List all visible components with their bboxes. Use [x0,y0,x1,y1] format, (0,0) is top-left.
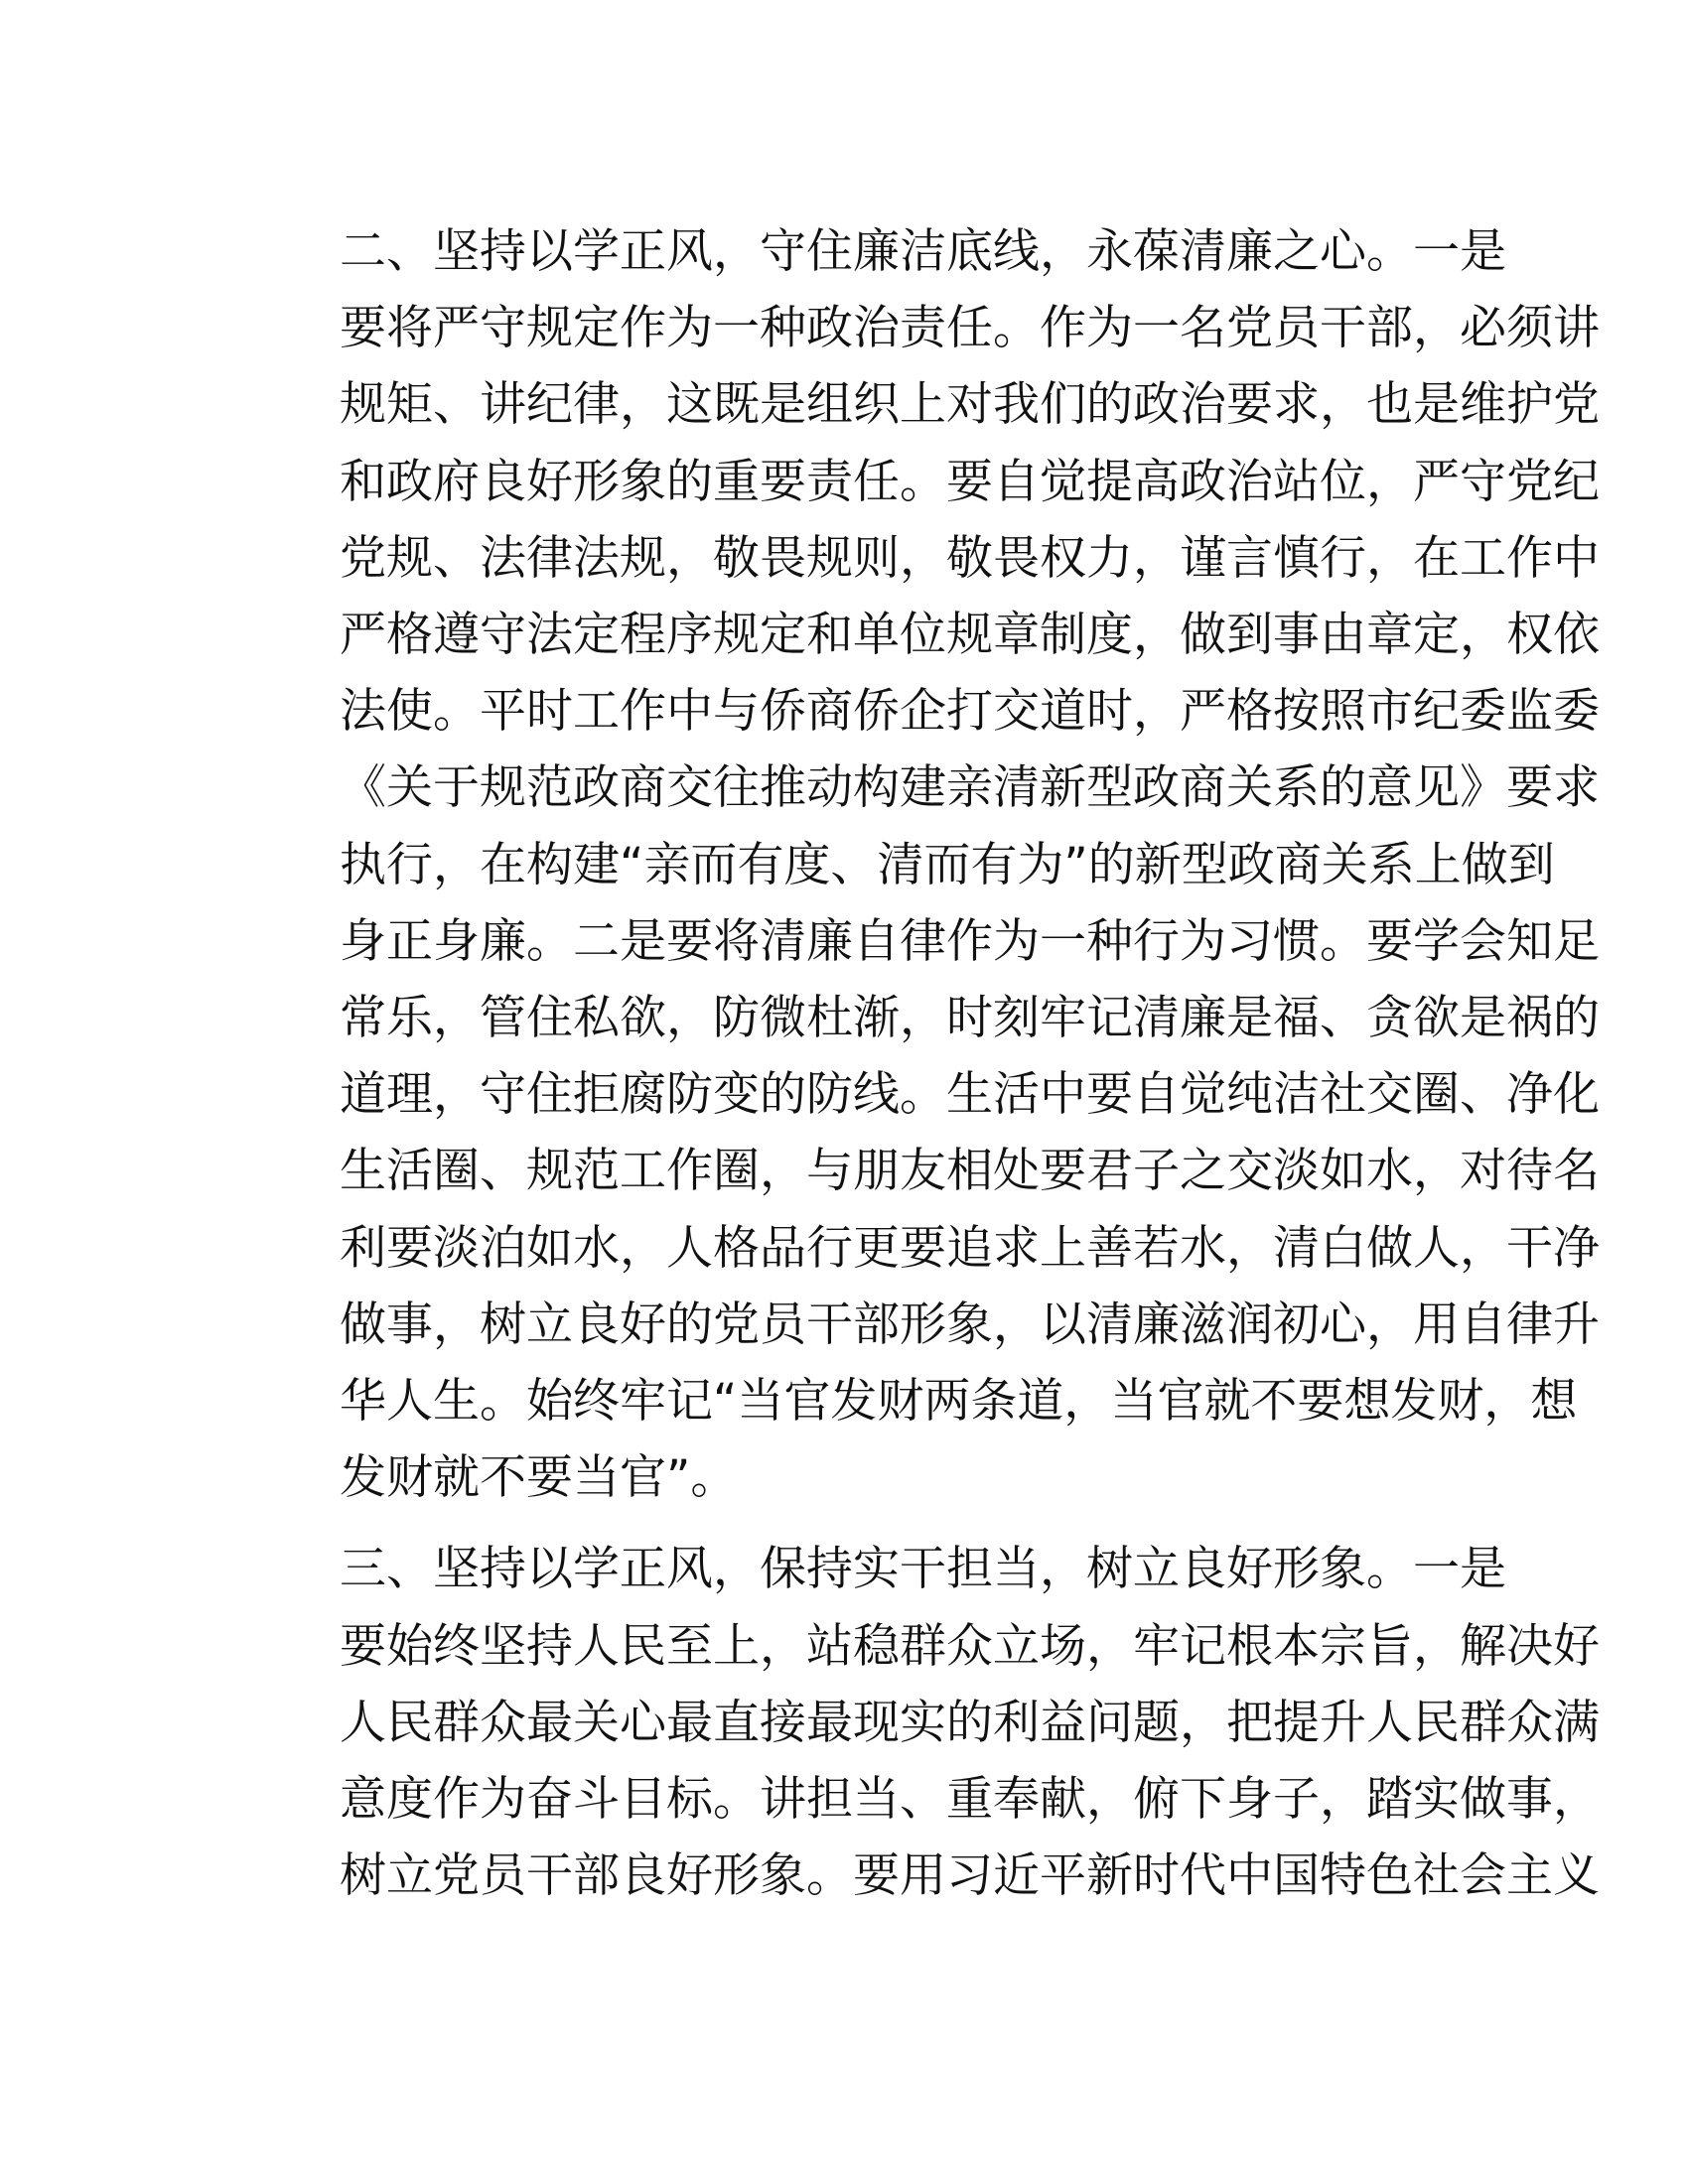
text-line: 发财就不要当官”。 [340,1450,738,1506]
text-line: 严格遵守法定程序规定和单位规章制度，做到事由章定，权依 [340,608,1600,663]
text-line: 利要淡泊如水，人格品行更要追求上善若水，清白做人，干净 [340,1220,1600,1276]
paragraph-3 [246,1531,1600,1914]
paragraph-2 [246,213,1600,1516]
text-line: 常乐，管住私欲，防微杜渐，时刻牢记清廉是福、贪欲是祸的 [340,991,1600,1046]
text-line: 《关于规范政商交往推动构建亲清新型政商关系的意见》要求 [340,760,1600,816]
text-line: 三、坚持以学正风，保持实干担当，树立良好形象。一是 [340,1542,1506,1597]
text-line: 执行，在构建“亲而有度、清而有为”的新型政商关系上做到 [340,837,1555,892]
text-line: 法使。平时工作中与侨商侨企打交道时，严格按照市纪委监委 [340,684,1600,740]
text-line: 意度作为奋斗目标。讲担当、重奉献，俯下身子，踏实做事， [340,1772,1600,1828]
text-line: 道理，守住拒腐防变的防线。生活中要自觉纯洁社交圈、净化 [340,1067,1600,1123]
text-line: 人民群众最关心最直接最现实的利益问题，把提升人民群众满 [340,1695,1600,1750]
text-line: 要始终坚持人民至上，站稳群众立场，牢记根本宗旨，解决好 [340,1618,1600,1674]
text-line: 和政府良好形象的重要责任。要自觉提高政治站位，严守党纪 [340,454,1600,509]
text-line: 华人生。始终牢记“当官发财两条道，当官就不要想发财，想 [340,1374,1578,1430]
text-line: 要将严守规定作为一种政治责任。作为一名党员干部，必须讲 [340,301,1600,356]
text-line: 身正身廉。二是要将清廉自律作为一种行为习惯。要学会知足 [340,913,1600,969]
text-line: 生活圈、规范工作圈，与朋友相处要君子之交淡如水，对待名 [340,1144,1600,1199]
text-line: 规矩、讲纪律，这既是组织上对我们的政治要求，也是维护党 [340,377,1600,433]
text-line: 树立党员干部良好形象。要用习近平新时代中国特色社会主义 [340,1848,1600,1904]
text-line: 党规、法律法规，敬畏规则，敬畏权力，谨言慎行，在工作中 [340,530,1600,586]
document-body [246,213,1600,1914]
text-line: 做事，树立良好的党员干部形象，以清廉滋润初心，用自律升 [340,1297,1600,1352]
text-line: 二、坚持以学正风，守住廉洁底线，永葆清廉之心。一是 [340,224,1506,279]
